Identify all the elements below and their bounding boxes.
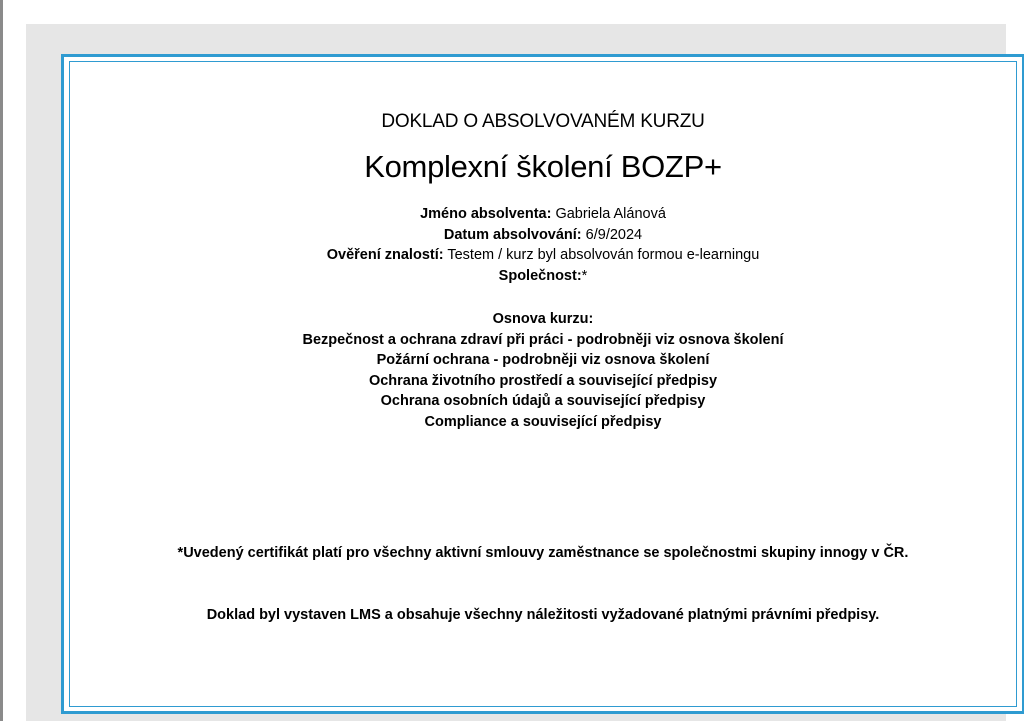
certificate-details	[64, 204, 1022, 286]
outline-item: Ochrana životního prostředí a související předpisy	[368, 372, 718, 389]
issuance-statement: Doklad byl vystaven LMS a obsahuje všechny náležitosti vyžadované platnými právními předpisy.	[206, 607, 880, 623]
completion-date-row	[64, 225, 1022, 246]
graduate-name-label: Jméno absolventa:	[420, 206, 552, 222]
graduate-name-value: Gabriela Alánová	[555, 206, 666, 222]
knowledge-verification-row	[64, 245, 1022, 266]
company-value: *	[581, 267, 588, 284]
certificate-heading: DOKLAD O ABSOLVOVANÉM KURZU	[381, 111, 705, 132]
document-page	[26, 24, 1006, 721]
outline-item: Compliance a související předpisy	[424, 413, 662, 430]
viewer-left-edge	[0, 0, 3, 721]
company-label: Společnost:	[498, 267, 582, 284]
completion-date-label: Datum absolvování:	[443, 226, 582, 243]
graduate-name-row	[64, 204, 1022, 225]
company-row	[64, 266, 1022, 287]
knowledge-verification-value: Testem / kurz byl absolvován formou e-learningu	[447, 247, 760, 263]
course-outline-heading: Osnova kurzu:	[492, 311, 594, 327]
course-outline	[64, 309, 1022, 432]
course-title: Komplexní školení BOZP+	[364, 149, 722, 184]
completion-date-value: 6/9/2024	[585, 226, 643, 243]
validity-note: *Uvedený certifikát platí pro všechny aktivní smlouvy zaměstnance se společnostmi skupiny innogy v ČR.	[177, 545, 909, 561]
certificate-frame	[61, 54, 1024, 714]
knowledge-verification-label: Ověření znalostí:	[326, 247, 444, 263]
outline-item: Ochrana osobních údajů a související předpisy	[380, 393, 706, 409]
outline-item: Bezpečnost a ochrana zdraví při práci - podrobněji viz osnova školení	[302, 331, 784, 348]
outline-item: Požární ochrana - podrobněji viz osnova školení	[376, 352, 710, 368]
